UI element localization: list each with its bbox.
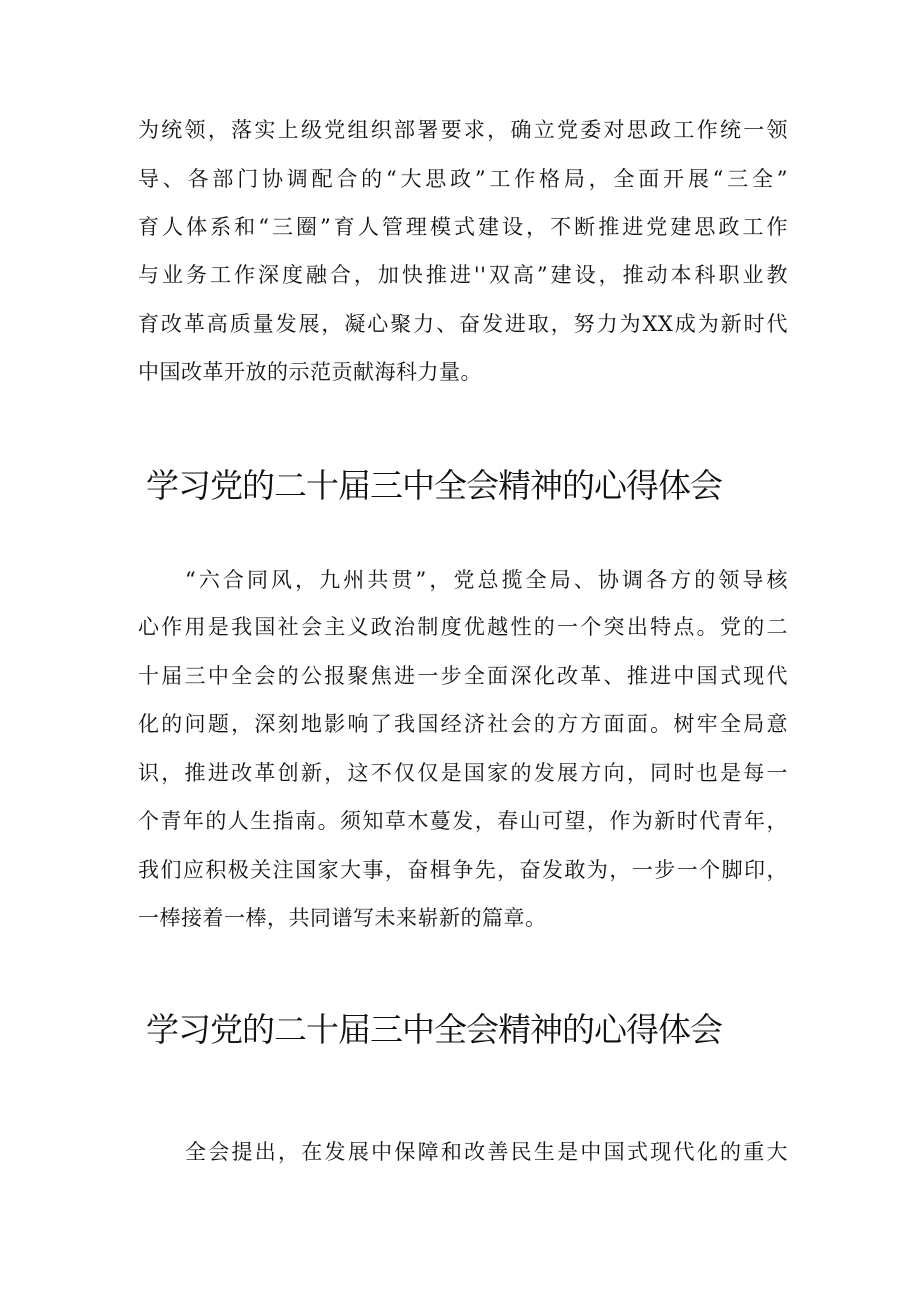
body-paragraph-line: 心作用是我国社会主义政治制度优越性的一个突出特点。党的二 [138, 615, 788, 639]
intro-paragraph-line: 为统领，落实上级党组织部署要求，确立党委对思政工作统一领 [138, 118, 788, 142]
body-paragraph-line: 个青年的人生指南。须知草木蔓发，春山可望，作为新时代青年， [138, 809, 788, 833]
body-paragraph-line: 识，推进改革创新，这不仅仅是国家的发展方向，同时也是每一 [138, 761, 788, 785]
intro-paragraph-line: 中国改革开放的示范贡献海科力量。 [138, 360, 482, 384]
section-heading: 学习党的二十届三中全会精神的心得体会 [146, 1010, 722, 1049]
body-paragraph-line: “六合同风，九州共贯”，党总揽全局、协调各方的领导核 [185, 568, 788, 592]
intro-paragraph-line: 育人体系和“三圈”育人管理模式建设，不断推进党建思政工作 [138, 215, 788, 239]
body-paragraph-line: 一棒接着一棒，共同谱写未来崭新的篇章。 [138, 906, 547, 930]
section-heading: 学习党的二十届三中全会精神的心得体会 [146, 466, 722, 505]
intro-paragraph-line: 育改革高质量发展，凝心聚力、奋发进取，努力为XX成为新时代 [138, 312, 788, 336]
body-paragraph-line: 化的问题，深刻地影响了我国经济社会的方方面面。树牢全局意 [138, 712, 788, 736]
intro-paragraph-line: 导、各部门协调配合的“大思政”工作格局，全面开展“三全” [138, 167, 788, 191]
body-paragraph-line: 我们应积极关注国家大事，奋楫争先，奋发敢为，一步一个脚印， [138, 858, 788, 882]
body-paragraph-line: 全会提出，在发展中保障和改善民生是中国式现代化的重大 [185, 1140, 788, 1164]
intro-paragraph-line: 与业务工作深度融合，加快推进''双高”建设，推动本科职业教 [138, 263, 788, 287]
body-paragraph-line: 十届三中全会的公报聚焦进一步全面深化改革、推进中国式现代 [138, 664, 788, 688]
